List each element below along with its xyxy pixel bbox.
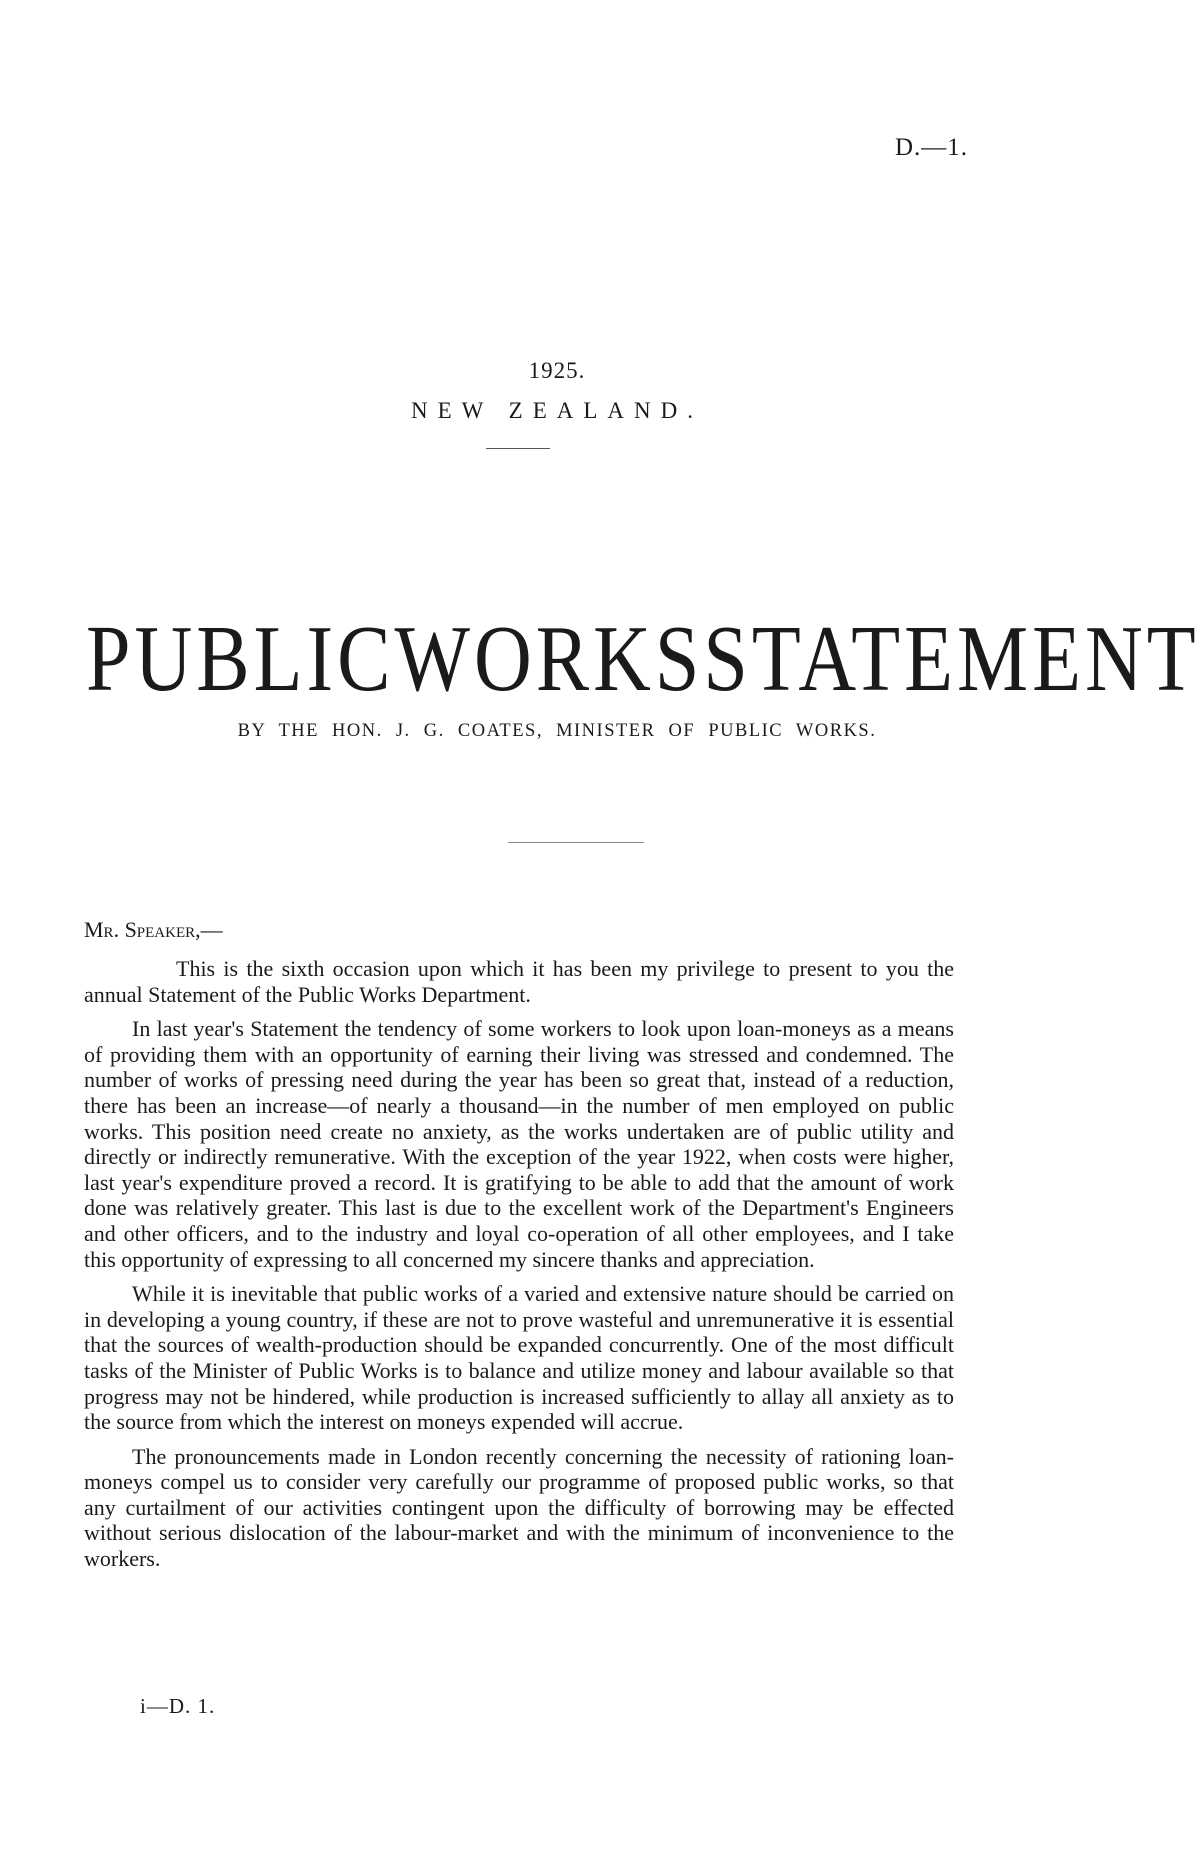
paragraph: In last year's Statement the tendency of some workers to look upon loan-moneys as a means of providing them with an opportunity of earning their living was stressed and condemned. The number of works of pressing need during the year has been so great that, instead of a reduction, there has been an increase—of nearly a thousand—in the number of men employed on public works. This position need create no anxiety, as the works undertaken are of public utility and directly or indirectly remunerative. With the exception of the year 1922, when costs were higher, last year's expenditure proved a record. It is gratifying to be able to add that the amount of work done was relatively greater. This last is due to the excellent work of the Department's Engineers and other officers, and to the industry and loyal co-operation of all other employees, and I take this opportunity of expressing to all concerned my sincere thanks and appreciation. [84,1016,954,1272]
year: 1925. [528,358,586,383]
paragraph: While it is inevitable that public works of a varied and extensive nature should be carried on in developing a young country, if these are not to prove wasteful and unremunerative it is essential that the sources of wealth-production should be expanded concurrently. One of the most difficult tasks of the Minister of Public Works is to balance and utilize money and labour available so that progress may not be hindered, while production is increased sufficiently to allay all anxiety as to the source from which the interest on moneys expended will accrue. [84,1281,954,1435]
section-divider-rule [508,842,644,843]
paragraph: The pronouncements made in London recently concerning the necessity of rationing loan-moneys compel us to consider very carefully our programme of proposed public works, so that any curtailment of our activities contingent upon the difficulty of borrowing may be effected without serious dislocation of the labour-market and with the minimum of inconvenience to the workers. [84,1443,954,1572]
title-word-public: PUBLIC [86,607,395,712]
document-title [86,606,1200,712]
page-reference: D.—1. [894,134,968,161]
byline: BY THE HON. J. G. COATES, MINISTER OF PUBLIC WORKS. [237,721,877,741]
divider-rule [486,448,550,449]
title-word-statement: STATEMENT [703,607,1200,712]
salutation: Mr. Speaker,— [84,917,223,942]
paragraph: This is the sixth occasion upon which it has been my privilege to present to you the annual Statement of the Public Works Department. [84,956,954,1007]
country-heading: NEW ZEALAND. [410,398,704,423]
sheet-reference: i—D. 1. [140,1694,216,1718]
body-text [84,956,954,1581]
title-word-works: WORKS [394,607,704,712]
